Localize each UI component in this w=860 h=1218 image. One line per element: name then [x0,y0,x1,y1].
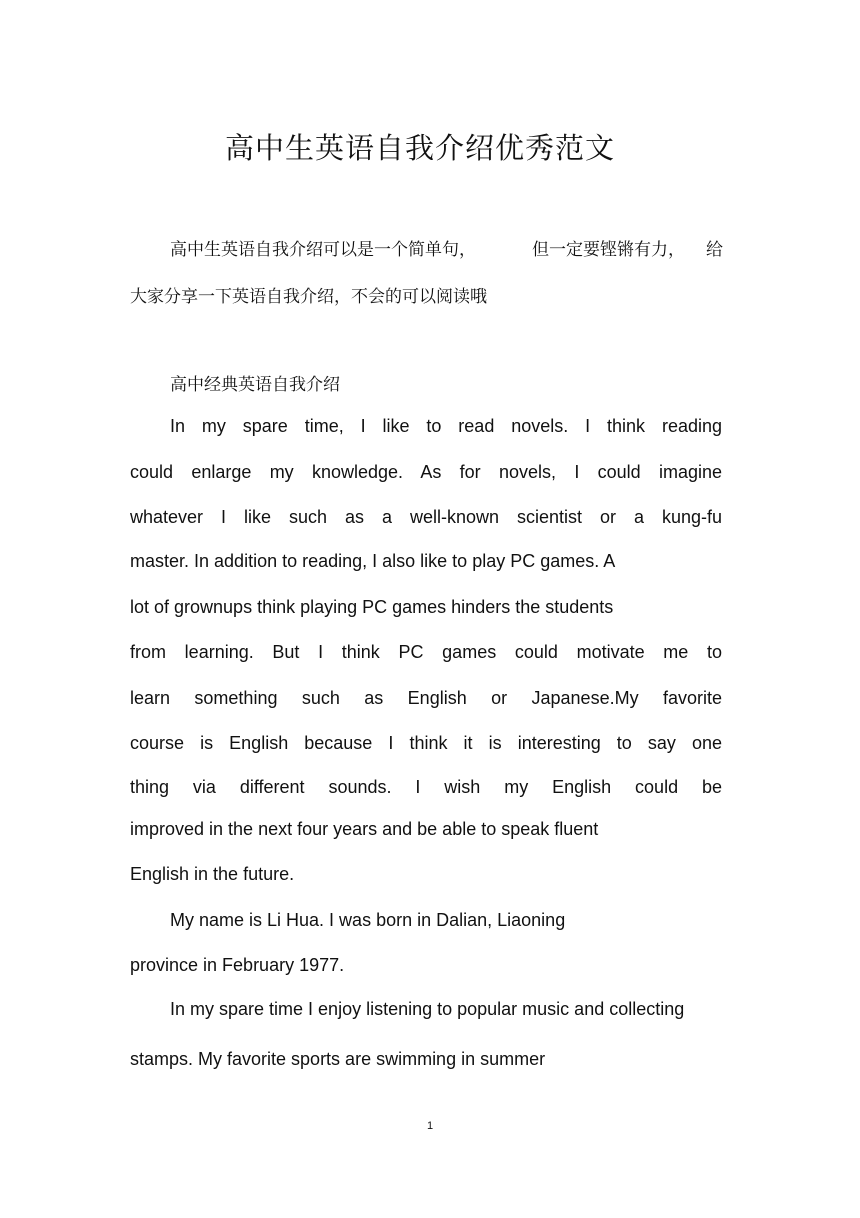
body-line-6: from learning. But I think PC games could motivate me to [130,642,722,662]
body-line-3: whatever I like such as a well-known scientist or a kung-fu [130,507,722,527]
body-line-15: stamps. My favorite sports are swimming in summer [130,1049,546,1069]
body-line-5: lot of grownups think playing PC games hinders the students [130,597,614,617]
body-line-2: could enlarge my knowledge. As for novels, I could imagine [130,462,722,482]
body-line-9: thing via different sounds. I wish my English could be [130,777,722,797]
body-line-10: improved in the next four years and be able to speak fluent [130,819,599,839]
intro-line-1-part-c: 给 [706,240,723,260]
document-title: 高中生英语自我介绍优秀范文 [224,131,615,165]
intro-line-1-part-b: 但一定要铿锵有力， [532,240,685,260]
body-line-12: My name is Li Hua. I was born in Dalian, Liaoning [170,910,566,930]
intro-line-2: 大家分享一下英语自我介绍，不会的可以阅读哦 [130,287,487,307]
body-line-8: course is English because I think it is interesting to say one [130,733,722,753]
section-heading: 高中经典英语自我介绍 [170,375,340,395]
intro-line-1-part-a: 高中生英语自我介绍可以是一个简单句， [170,240,476,260]
body-line-11: English in the future. [130,864,295,884]
body-line-7: learn something such as English or Japanese.My favorite [130,688,722,708]
page-number: 1 [426,1120,434,1132]
body-line-13: province in February 1977. [130,955,345,975]
body-line-14: In my spare time I enjoy listening to popular music and collecting [170,999,685,1019]
body-line-4: master. In addition to reading, I also like to play PC games. A [130,551,616,571]
body-line-1: In my spare time, I like to read novels. I think reading [170,416,722,436]
